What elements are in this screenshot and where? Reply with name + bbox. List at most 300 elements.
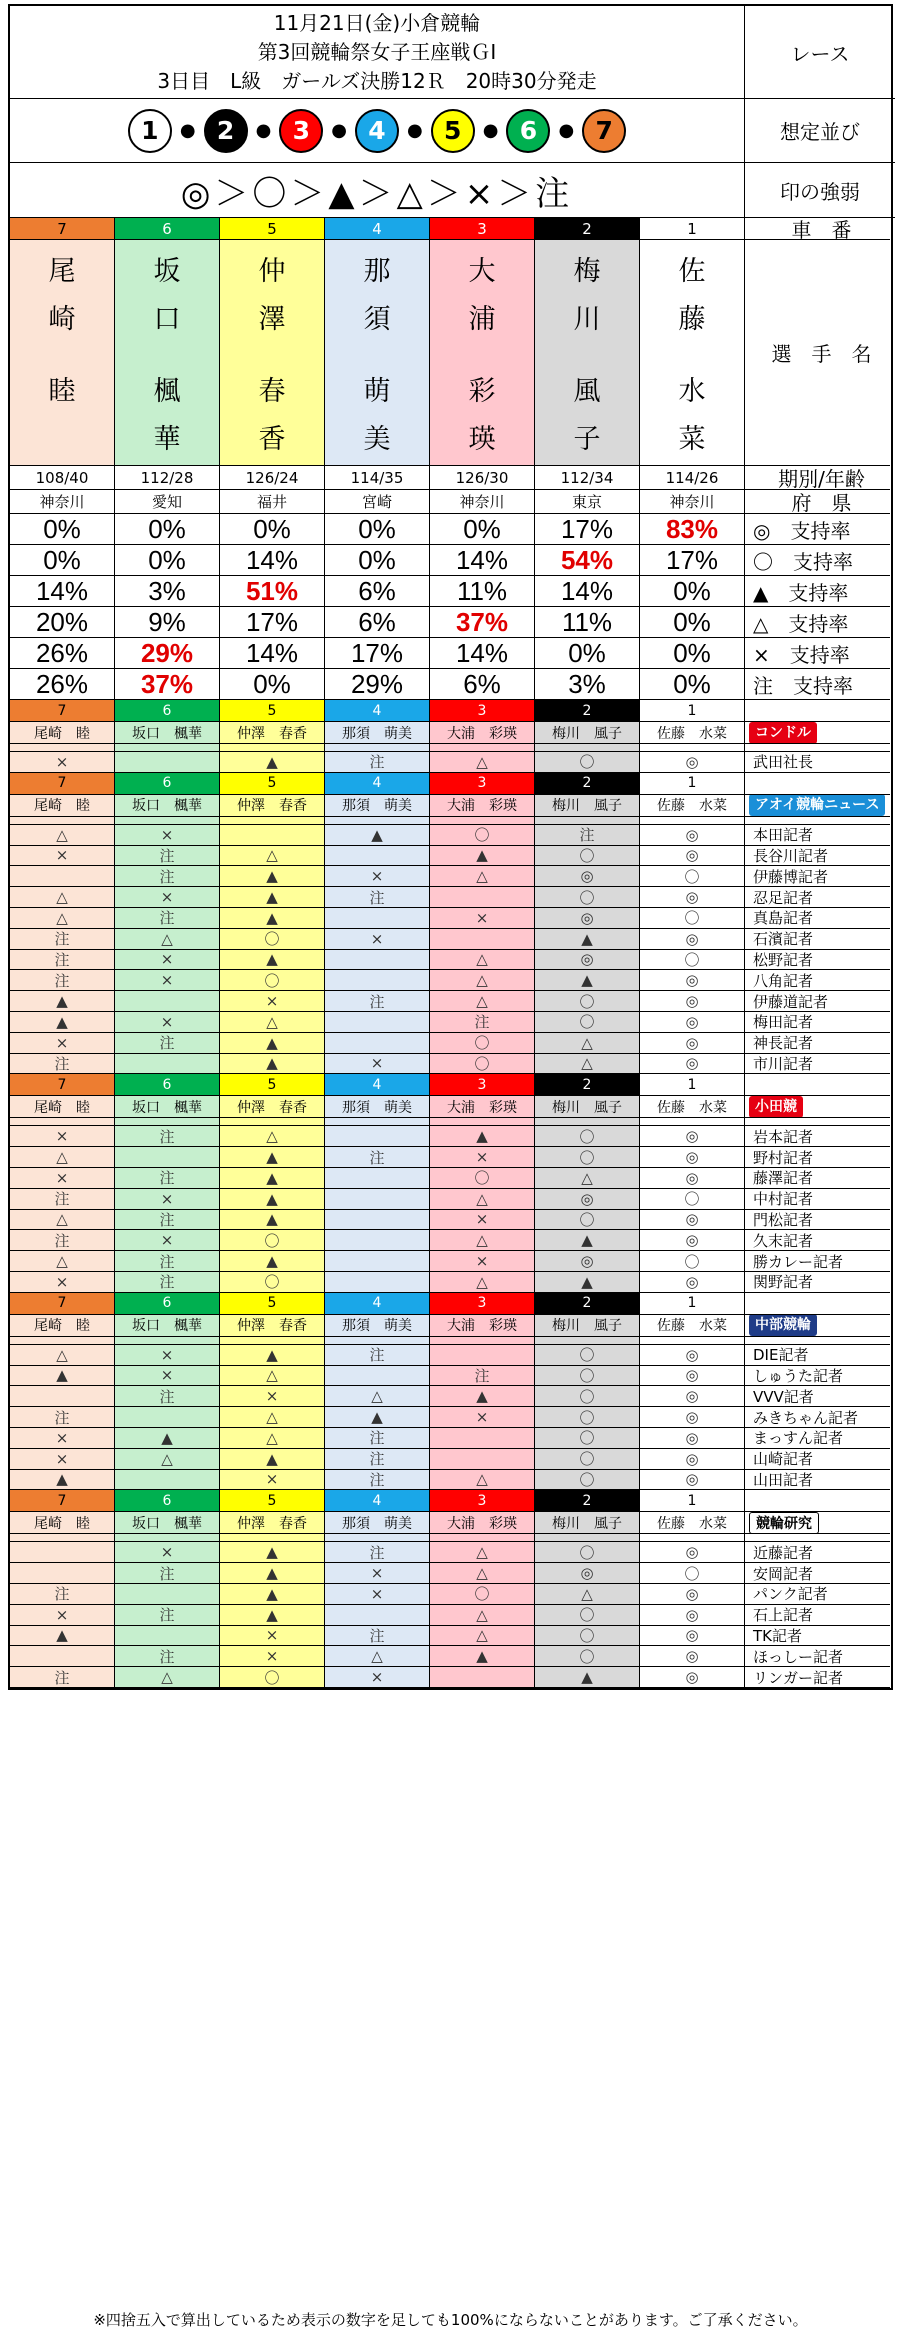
support-rate: 0%	[115, 545, 220, 576]
rider-short-name: 尾崎 睦	[10, 1512, 115, 1534]
forecast-mark: ◎	[640, 752, 745, 773]
rider-short-name: 佐藤 水菜	[640, 1096, 745, 1118]
forecast-mark: ▲	[10, 1366, 115, 1387]
forecast-mark	[325, 908, 430, 929]
support-rate: 6%	[325, 576, 430, 607]
reporter-name: 武田社長	[745, 752, 890, 773]
forecast-mark	[325, 1366, 430, 1387]
forecast-mark: ×	[430, 1407, 535, 1428]
forecast-mark: △	[325, 1646, 430, 1667]
support-rate: 26%	[10, 638, 115, 669]
forecast-mark: △	[535, 1584, 640, 1605]
support-rate: 37%	[430, 607, 535, 638]
car-number: 1	[640, 1490, 745, 1512]
forecast-mark	[430, 929, 535, 950]
forecast-mark: ◎	[640, 1168, 745, 1189]
blank	[745, 1490, 890, 1512]
forecast-mark: ▲	[220, 1345, 325, 1366]
forecast-mark: ◎	[640, 1605, 745, 1626]
rider-name	[115, 240, 220, 466]
name-char: 香	[258, 424, 286, 455]
forecast-mark: ×	[115, 887, 220, 908]
name-char: 藤	[678, 304, 706, 335]
forecast-mark	[115, 1407, 220, 1428]
forecast-mark: △	[430, 1626, 535, 1647]
support-rate: 6%	[325, 607, 430, 638]
forecast-mark: 〇	[535, 1366, 640, 1387]
rider-short-name: 梅川 風子	[535, 795, 640, 817]
car-number: 2	[535, 218, 640, 240]
forecast-mark: ×	[115, 1189, 220, 1210]
reporter-name: VVV記者	[745, 1386, 890, 1407]
forecast-mark: ×	[115, 1012, 220, 1033]
support-rate: 0%	[325, 514, 430, 545]
strength-label: 印の強弱	[745, 163, 895, 218]
forecast-mark: ×	[10, 1449, 115, 1470]
forecast-mark: ×	[220, 1386, 325, 1407]
forecast-mark: ×	[325, 1667, 430, 1688]
support-rate: 17%	[220, 607, 325, 638]
forecast-mark	[10, 1563, 115, 1584]
forecast-mark: ◎	[535, 1251, 640, 1272]
lineup-label: 想定並び	[745, 99, 895, 163]
name-char: 崎	[48, 304, 76, 335]
support-label: 注 支持率	[745, 669, 890, 700]
support-rate: 11%	[430, 576, 535, 607]
forecast-mark: △	[10, 1210, 115, 1231]
car-number: 3	[430, 700, 535, 722]
forecast-mark: △	[115, 929, 220, 950]
spacer	[640, 1534, 745, 1542]
blank	[745, 700, 890, 722]
name-char: 大	[468, 256, 496, 287]
forecast-mark: ×	[115, 1345, 220, 1366]
forecast-mark: ▲	[430, 1126, 535, 1147]
publisher-logo: 小田競	[749, 1096, 803, 1118]
spacer	[115, 1337, 220, 1345]
car-number: 3	[430, 1490, 535, 1512]
support-label: 〇 支持率	[745, 545, 890, 576]
main-table	[10, 218, 891, 1688]
car-number: 4	[325, 1293, 430, 1315]
reporter-name: 石上記者	[745, 1605, 890, 1626]
rider-period: 114/26	[640, 466, 745, 490]
car-number: 5	[220, 773, 325, 795]
forecast-mark: 注	[10, 1667, 115, 1688]
car-number: 2	[535, 773, 640, 795]
forecast-mark: 〇	[220, 1230, 325, 1251]
publisher-cell	[745, 1512, 890, 1534]
lineup-balls	[10, 99, 745, 163]
forecast-mark: △	[325, 1386, 430, 1407]
forecast-mark: 注	[115, 1272, 220, 1293]
reporter-name: 岩本記者	[745, 1126, 890, 1147]
support-rate: 0%	[325, 545, 430, 576]
forecast-mark: 〇	[535, 1012, 640, 1033]
reporter-name: TK記者	[745, 1626, 890, 1647]
forecast-mark: 〇	[430, 1168, 535, 1189]
forecast-mark: 〇	[535, 1605, 640, 1626]
car-number: 1	[640, 1293, 745, 1315]
forecast-mark: ▲	[220, 1449, 325, 1470]
rider-short-name: 尾崎 睦	[10, 1096, 115, 1118]
forecast-mark: ×	[325, 1563, 430, 1584]
forecast-mark: ◎	[640, 929, 745, 950]
reporter-name: ほっしー記者	[745, 1646, 890, 1667]
forecast-mark: ▲	[220, 866, 325, 887]
rider-short-name: 坂口 楓華	[115, 1096, 220, 1118]
forecast-mark: ×	[115, 825, 220, 846]
forecast-mark	[10, 1646, 115, 1667]
forecast-mark: ×	[10, 1272, 115, 1293]
forecast-mark	[325, 1251, 430, 1272]
name-char: 尾	[48, 256, 76, 287]
forecast-mark	[325, 1189, 430, 1210]
car-number: 6	[115, 1074, 220, 1096]
reporter-name: まっすん記者	[745, 1428, 890, 1449]
forecast-mark	[115, 991, 220, 1012]
forecast-mark: ▲	[220, 887, 325, 908]
reporter-name: 勝カレー記者	[745, 1251, 890, 1272]
footer-note: ※四捨五入で算出しているため表示の数字を足しても100%にならないことがあります。ご了承ください。	[93, 2311, 808, 2329]
car-number: 3	[430, 1074, 535, 1096]
forecast-mark	[325, 1012, 430, 1033]
forecast-mark: △	[220, 1407, 325, 1428]
rider-period: 126/30	[430, 466, 535, 490]
race-info	[10, 6, 745, 99]
forecast-mark: 注	[115, 1646, 220, 1667]
forecast-mark: ×	[10, 1126, 115, 1147]
forecast-mark: 注	[535, 825, 640, 846]
forecast-mark: △	[535, 1168, 640, 1189]
car-number: 3	[430, 218, 535, 240]
forecast-mark: ◎	[640, 1272, 745, 1293]
reporter-name: 関野記者	[745, 1272, 890, 1293]
spacer	[640, 1118, 745, 1126]
forecast-mark: 注	[115, 908, 220, 929]
name-char: 睦	[48, 376, 76, 407]
spacer	[220, 1337, 325, 1345]
forecast-mark: ×	[430, 1147, 535, 1168]
rider-short-name: 梅川 風子	[535, 1096, 640, 1118]
forecast-mark: 注	[10, 1189, 115, 1210]
name-char: 菜	[678, 424, 706, 455]
forecast-mark: 〇	[430, 1584, 535, 1605]
forecast-mark: ▲	[10, 1626, 115, 1647]
forecast-mark: 〇	[535, 752, 640, 773]
forecast-mark: △	[430, 970, 535, 991]
forecast-mark: ×	[10, 1605, 115, 1626]
support-rate: 0%	[220, 669, 325, 700]
car-number: 1	[640, 218, 745, 240]
forecast-mark: 〇	[535, 1626, 640, 1647]
forecast-mark: ◎	[640, 970, 745, 991]
publisher-logo: アオイ競輪ニュース	[749, 795, 885, 817]
car-number: 4	[325, 1490, 430, 1512]
car-number: 5	[220, 1074, 325, 1096]
spacer	[430, 1534, 535, 1542]
lineup-ball-1: 1	[128, 109, 172, 153]
spacer	[430, 817, 535, 825]
rider-period: 112/34	[535, 466, 640, 490]
rider-short-name: 那須 萌美	[325, 722, 430, 744]
forecast-mark: 〇	[535, 887, 640, 908]
car-number: 4	[325, 773, 430, 795]
forecast-mark	[115, 752, 220, 773]
forecast-mark	[325, 1126, 430, 1147]
forecast-mark: ▲	[10, 991, 115, 1012]
forecast-mark: 注	[115, 1386, 220, 1407]
forecast-mark: 注	[115, 1210, 220, 1231]
reporter-name: パンク記者	[745, 1584, 890, 1605]
name-char: 萌	[363, 376, 391, 407]
forecast-mark: 〇	[535, 1407, 640, 1428]
forecast-mark: ▲	[10, 1012, 115, 1033]
forecast-mark: ▲	[220, 1189, 325, 1210]
rider-short-name: 仲澤 春香	[220, 795, 325, 817]
rider-short-name: 尾崎 睦	[10, 795, 115, 817]
rider-period: 112/28	[115, 466, 220, 490]
forecast-mark: ×	[115, 950, 220, 971]
forecast-mark: ×	[10, 846, 115, 867]
forecast-mark: ▲	[220, 1033, 325, 1054]
forecast-mark: ×	[115, 1230, 220, 1251]
lineup-separator: ●	[558, 120, 575, 141]
forecast-mark	[430, 1667, 535, 1688]
forecast-mark: ▲	[220, 1147, 325, 1168]
forecast-mark	[10, 1386, 115, 1407]
forecast-mark: ×	[325, 1054, 430, 1075]
forecast-mark	[115, 1584, 220, 1605]
support-rate: 9%	[115, 607, 220, 638]
lineup-ball-6: 6	[506, 109, 550, 153]
rider-label: 選 手 名	[745, 240, 890, 466]
forecast-mark: ×	[325, 1584, 430, 1605]
reporter-name: 松野記者	[745, 950, 890, 971]
rider-period: 126/24	[220, 466, 325, 490]
forecast-mark: 〇	[535, 991, 640, 1012]
spacer	[535, 1118, 640, 1126]
rider-pref: 神奈川	[430, 490, 535, 514]
car-number: 6	[115, 700, 220, 722]
lineup-separator: ●	[331, 120, 347, 141]
spacer	[220, 1118, 325, 1126]
forecast-mark: 注	[115, 1126, 220, 1147]
support-rate: 14%	[220, 638, 325, 669]
car-number: 1	[640, 773, 745, 795]
forecast-mark: ◎	[640, 1449, 745, 1470]
blank	[745, 1293, 890, 1315]
rider-short-name: 坂口 楓華	[115, 1315, 220, 1337]
car-number: 5	[220, 700, 325, 722]
forecast-mark: ×	[220, 1626, 325, 1647]
support-label: △ 支持率	[745, 607, 890, 638]
car-number: 7	[10, 1074, 115, 1096]
rider-short-name: 坂口 楓華	[115, 1512, 220, 1534]
spacer	[745, 744, 890, 752]
forecast-mark: 〇	[640, 1251, 745, 1272]
forecast-mark: ▲	[220, 908, 325, 929]
spacer	[430, 744, 535, 752]
forecast-mark: ◎	[640, 1386, 745, 1407]
support-rate: 20%	[10, 607, 115, 638]
car-number: 4	[325, 218, 430, 240]
forecast-mark	[220, 825, 325, 846]
name-char: 澤	[258, 304, 286, 335]
support-rate: 14%	[10, 576, 115, 607]
race-title: 第3回競輪祭女子王座戦ＧⅠ	[257, 39, 497, 64]
rider-short-name: 坂口 楓華	[115, 722, 220, 744]
forecast-mark: ◎	[535, 908, 640, 929]
forecast-mark: ×	[115, 1542, 220, 1563]
forecast-mark: △	[115, 1449, 220, 1470]
car-number: 7	[10, 1293, 115, 1315]
forecast-mark	[325, 846, 430, 867]
rider-short-name: 大浦 彩瑛	[430, 795, 535, 817]
forecast-mark: ◎	[640, 1126, 745, 1147]
rider-short-name: 佐藤 水菜	[640, 795, 745, 817]
forecast-mark: ▲	[220, 1563, 325, 1584]
lineup-ball-3: 3	[279, 109, 323, 153]
name-char: 川	[573, 304, 601, 335]
reporter-name: 伊藤道記者	[745, 991, 890, 1012]
name-char: 楓	[153, 376, 181, 407]
spacer	[115, 1534, 220, 1542]
forecast-mark: 注	[115, 1251, 220, 1272]
forecast-mark	[325, 970, 430, 991]
forecast-mark: △	[430, 1605, 535, 1626]
forecast-mark: ◎	[640, 1054, 745, 1075]
reporter-name: 近藤記者	[745, 1542, 890, 1563]
forecast-mark: △	[220, 1428, 325, 1449]
spacer	[325, 1118, 430, 1126]
support-rate: 14%	[430, 638, 535, 669]
rider-pref: 神奈川	[10, 490, 115, 514]
publisher-logo: コンドル	[749, 722, 817, 744]
forecast-mark: 注	[430, 1366, 535, 1387]
rider-pref: 神奈川	[640, 490, 745, 514]
car-number: 2	[535, 700, 640, 722]
spacer	[535, 1337, 640, 1345]
forecast-mark: ▲	[220, 1542, 325, 1563]
name-char: 梅	[573, 256, 601, 287]
support-rate: 29%	[115, 638, 220, 669]
lineup-ball-4: 4	[355, 109, 399, 153]
car-number: 2	[535, 1490, 640, 1512]
forecast-mark	[325, 1272, 430, 1293]
forecast-mark: 〇	[430, 825, 535, 846]
support-rate: 26%	[10, 669, 115, 700]
forecast-mark: 〇	[535, 1345, 640, 1366]
reporter-name: 山田記者	[745, 1470, 890, 1491]
forecast-mark: △	[10, 825, 115, 846]
forecast-mark: ◎	[640, 846, 745, 867]
forecast-mark	[325, 1168, 430, 1189]
forecast-mark	[115, 1470, 220, 1491]
car-number: 7	[10, 218, 115, 240]
support-rate: 0%	[430, 514, 535, 545]
support-rate: 54%	[535, 545, 640, 576]
forecast-mark: 〇	[535, 1428, 640, 1449]
forecast-mark: ◎	[640, 1667, 745, 1688]
forecast-mark: 〇	[640, 950, 745, 971]
forecast-mark: 〇	[220, 970, 325, 991]
rider-pref: 東京	[535, 490, 640, 514]
forecast-mark: 注	[10, 1584, 115, 1605]
forecast-mark: 〇	[535, 1386, 640, 1407]
spacer	[640, 744, 745, 752]
forecast-mark: ▲	[535, 1230, 640, 1251]
support-rate: 0%	[220, 514, 325, 545]
period-label: 期別/年齢	[745, 466, 890, 490]
forecast-mark: 注	[115, 866, 220, 887]
forecast-mark: ▲	[535, 929, 640, 950]
race-detail: 3日目 L級 ガールズ決勝12Ｒ 20時30分発走	[157, 68, 597, 93]
reporter-name: 真島記者	[745, 908, 890, 929]
forecast-mark	[430, 1449, 535, 1470]
forecast-mark: △	[115, 1667, 220, 1688]
forecast-mark: 〇	[640, 866, 745, 887]
forecast-mark: ▲	[220, 1251, 325, 1272]
reporter-name: 伊藤博記者	[745, 866, 890, 887]
spacer	[745, 1118, 890, 1126]
forecast-mark: 注	[10, 950, 115, 971]
rider-short-name: 佐藤 水菜	[640, 1512, 745, 1534]
forecast-mark: 注	[325, 1449, 430, 1470]
reporter-name: 本田記者	[745, 825, 890, 846]
forecast-mark: 〇	[535, 1147, 640, 1168]
forecast-mark: △	[430, 950, 535, 971]
support-label: × 支持率	[745, 638, 890, 669]
forecast-mark: 注	[115, 846, 220, 867]
rider-name	[430, 240, 535, 466]
car-number: 3	[430, 773, 535, 795]
forecast-mark: △	[535, 1054, 640, 1075]
forecast-mark: ◎	[640, 887, 745, 908]
forecast-mark: △	[220, 1366, 325, 1387]
publisher-cell	[745, 1315, 890, 1337]
forecast-mark: ▲	[220, 1168, 325, 1189]
rider-pref: 福井	[220, 490, 325, 514]
forecast-mark: ▲	[115, 1428, 220, 1449]
support-rate: 0%	[10, 514, 115, 545]
forecast-mark	[430, 1345, 535, 1366]
forecast-mark: ◎	[640, 1012, 745, 1033]
rider-short-name: 尾崎 睦	[10, 722, 115, 744]
name-char: 那	[363, 256, 391, 287]
forecast-mark: 注	[115, 1563, 220, 1584]
forecast-mark: 注	[325, 1147, 430, 1168]
car-number: 1	[640, 1074, 745, 1096]
forecast-mark: 〇	[220, 1272, 325, 1293]
reporter-name: 野村記者	[745, 1147, 890, 1168]
car-number: 7	[10, 1490, 115, 1512]
support-rate: 3%	[535, 669, 640, 700]
reporter-name: 石濱記者	[745, 929, 890, 950]
forecast-mark	[325, 1230, 430, 1251]
rider-name	[220, 240, 325, 466]
car-number: 7	[10, 773, 115, 795]
rider-short-name: 坂口 楓華	[115, 795, 220, 817]
lineup-row	[128, 109, 626, 153]
name-char: 子	[573, 424, 601, 455]
spacer	[220, 744, 325, 752]
forecast-mark: ▲	[325, 825, 430, 846]
reporter-name: しゅうた記者	[745, 1366, 890, 1387]
forecast-mark: ×	[10, 1428, 115, 1449]
reporter-name: 藤澤記者	[745, 1168, 890, 1189]
forecast-mark	[325, 1605, 430, 1626]
